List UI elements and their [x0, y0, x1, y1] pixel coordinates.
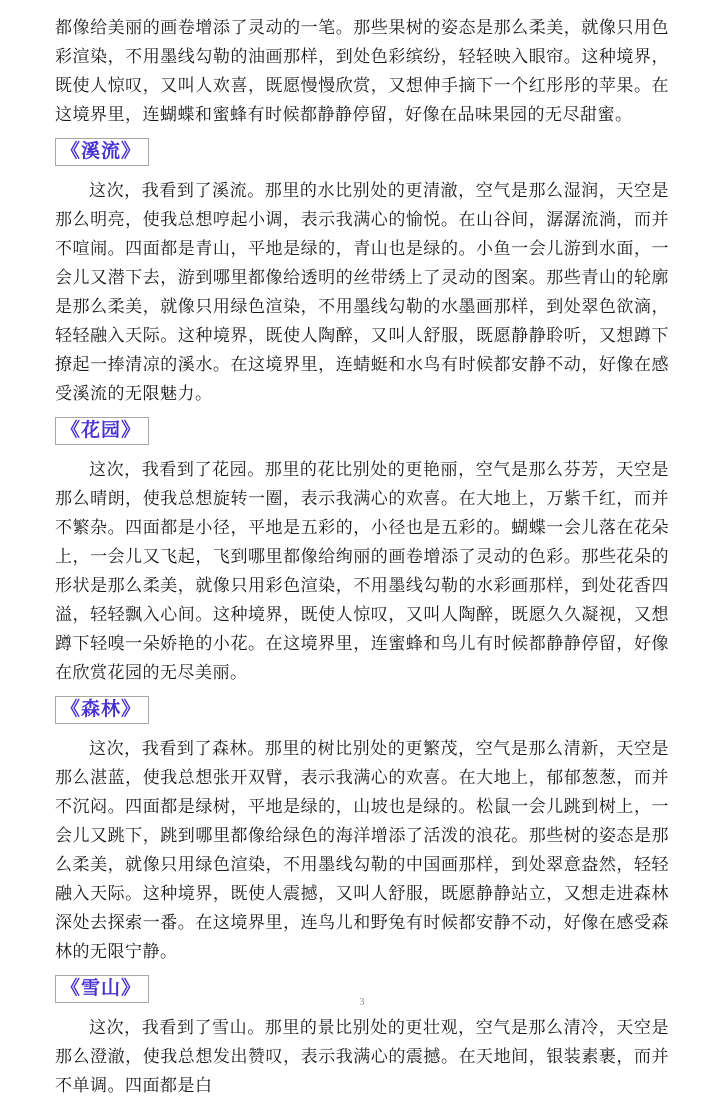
paragraph-forest: 这次，我看到了森林。那里的树比别处的更繁茂，空气是那么清新，天空是那么湛蓝，使我总想张开双臂，表示我满心的欢喜。在大地上，郁郁葱葱，而并不沉闷。四面都是绿树，平地是绿的，山坡也是绿的。松鼠一会儿跳到树上，一会儿又跳下，跳到哪里都像给绿色的海洋增添了活泼的浪花。那些树的姿态是那么柔美，就像只用绿色渲染，不用墨线勾勒的中国画那样，到处翠意盎然，轻轻融入天际。这种境界，既使人震撼，又叫人舒服，既愿静静站立，又想走进森林深处去探索一番。在这境界里，连鸟儿和野兔有时候都安静不动，好像在感受森林的无限宁静。: [55, 739, 669, 961]
page-number: 3: [359, 997, 365, 1008]
section-title-snow-mountain: 《雪山》: [55, 975, 149, 1003]
section-title-forest: 《森林》: [55, 696, 149, 724]
section-heading-stream: [55, 138, 669, 166]
section-title-stream: 《溪流》: [55, 138, 149, 166]
paragraph-snow-mountain: 这次，我看到了雪山。那里的景比别处的更壮观，空气是那么清冷，天空是那么澄澈，使我总想发出赞叹，表示我满心的震撼。在天地间，银装素裹，而并不单调。四面都是白: [55, 1018, 669, 1095]
section-heading-forest: [55, 696, 669, 724]
paragraph-garden: 这次，我看到了花园。那里的花比别处的更艳丽，空气是那么芬芳，天空是那么晴朗，使我总想旋转一圈，表示我满心的欢喜。在大地上，万紫千红，而并不繁杂。四面都是小径，平地是五彩的，小径也是五彩的。蝴蝶一会儿落在花朵上，一会儿又飞起，飞到哪里都像给绚丽的画卷增添了灵动的色彩。那些花朵的形状是那么柔美，就像只用彩色渲染，不用墨线勾勒的水彩画那样，到处花香四溢，轻轻飘入心间。这种境界，既使人惊叹，又叫人陶醉，既愿久久凝视，又想蹲下轻嗅一朵娇艳的小花。在这境界里，连蜜蜂和鸟儿有时候都静静停留，好像在欣赏花园的无尽美丽。: [55, 460, 669, 682]
section-title-garden: 《花园》: [55, 417, 149, 445]
section-heading-garden: [55, 417, 669, 445]
paragraph-stream: 这次，我看到了溪流。那里的水比别处的更清澈，空气是那么湿润，天空是那么明亮，使我总想哼起小调，表示我满心的愉悦。在山谷间，潺潺流淌，而并不喧闹。四面都是青山，平地是绿的，青山也是绿的。小鱼一会儿游到水面，一会儿又潜下去，游到哪里都像给透明的丝带绣上了灵动的图案。那些青山的轮廓是那么柔美，就像只用绿色渲染，不用墨线勾勒的水墨画那样，到处翠色欲滴，轻轻融入天际。这种境界，既使人陶醉，又叫人舒服，既愿静静聆听，又想蹲下撩起一捧清凉的溪水。在这境界里，连蜻蜓和水鸟有时候都安静不动，好像在感受溪流的无限魅力。: [55, 181, 669, 403]
paragraph-orchard-continuation: 都像给美丽的画卷增添了灵动的一笔。那些果树的姿态是那么柔美，就像只用色彩渲染，不用墨线勾勒的油画那样，到处色彩缤纷，轻轻映入眼帘。这种境界，既使人惊叹，又叫人欢喜，既愿慢慢欣赏，又想伸手摘下一个红彤彤的苹果。在这境界里，连蝴蝶和蜜蜂有时候都静静停留，好像在品味果园的无尽甜蜜。: [55, 18, 669, 124]
